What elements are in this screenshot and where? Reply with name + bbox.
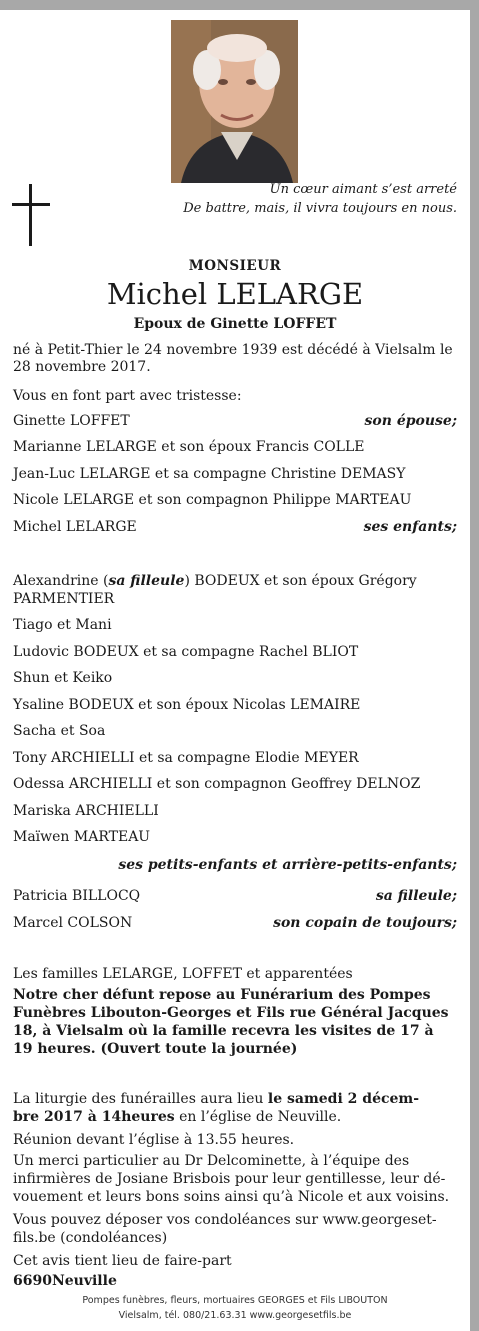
footer-line-2: Vielsalm, tél. 080/21.63.31 www.georgesetfils.be (118, 1310, 352, 1321)
grandchild-line: Maïwen MARTEAU (13, 829, 151, 845)
liturgy-line-2 (13, 1108, 457, 1126)
thanks-line: Un merci particulier au Dr Delcominette, à l’équipe des (13, 1153, 410, 1169)
grandchild-line: Tiago et Mani (13, 617, 112, 633)
repose-line: 19 heures. (Ouvert toute la journée) (13, 1041, 298, 1057)
birth-death-line-2: 28 novembre 2017. (13, 359, 151, 375)
family-line-goddaughter (13, 887, 457, 905)
cross-horizontal (12, 203, 50, 206)
grandchild-line: Tony ARCHIELLI et sa compagne Elodie MEYER (13, 750, 359, 766)
children-role: ses enfants; (363, 519, 457, 535)
condolences-line: fils.be (condoléances) (13, 1230, 168, 1246)
notice-line: Cet avis tient lieu de faire-part (13, 1253, 232, 1269)
liturgy-line-1 (13, 1090, 457, 1108)
town-line: 6690Neuville (13, 1273, 117, 1289)
honorific: MONSIEUR (188, 258, 282, 274)
cross-vertical (29, 184, 32, 246)
liturgy-place: en l’église de Neuville. (174, 1109, 342, 1125)
friend-name: Marcel COLSON (13, 915, 133, 931)
spouse-name: Ginette LOFFET (13, 413, 130, 429)
grandchild-line: Shun et Keiko (13, 670, 113, 686)
deceased-name: Michel LELARGE (106, 277, 364, 311)
grandchildren-role: ses petits-enfants et arrière-petits-enfants; (118, 857, 457, 873)
child-line: Jean-Luc LELARGE et sa compagne Christine DEMASY (13, 466, 406, 482)
birth-death-line-1: né à Petit-Thier le 24 novembre 1939 est décédé à Vielsalm le (13, 342, 453, 358)
thanks-line: vouement et leurs bons soins ainsi qu’à Nicole et aux voisins. (13, 1189, 450, 1205)
grandchild-line: Mariska ARCHIELLI (13, 803, 159, 819)
spouse-role: son épouse; (364, 413, 457, 429)
repose-line: Funèbres Libouton-Georges et Fils rue Général Jacques (13, 1005, 449, 1021)
repose-line: 18, à Vielsalm où la famille recevra les visites de 17 à (13, 1023, 434, 1039)
godchild-pre: Alexandrine ( (13, 573, 109, 589)
family-line-friend (13, 914, 457, 932)
footer-line-1: Pompes funèbres, fleurs, mortuaires GEORGES et Fils LIBOUTON (82, 1295, 388, 1306)
child-name: Michel LELARGE (13, 519, 137, 535)
portrait-illustration (171, 20, 298, 183)
friend-role: son copain de toujours; (273, 915, 457, 931)
meeting-line: Réunion devant l’église à 13.55 heures. (13, 1132, 295, 1148)
quote-line-2: De battre, mais, il vivra toujours en nous. (183, 201, 457, 216)
child-line: Nicole LELARGE et son compagnon Philippe MARTEAU (13, 492, 412, 508)
intro-line: Vous en font part avec tristesse: (13, 388, 242, 404)
liturgy-date: le samedi 2 décem- (267, 1091, 420, 1107)
godchild-line (13, 572, 457, 590)
obituary-card (0, 10, 470, 1331)
quote-line-1: Un cœur aimant s’est arreté (269, 182, 457, 197)
spouse-line: Epoux de Ginette LOFFET (133, 316, 337, 332)
grandchild-line: Ludovic BODEUX et sa compagne Rachel BLIOT (13, 644, 359, 660)
liturgy-time: bre 2017 à 14heures (13, 1109, 175, 1125)
grandchild-line: Ysaline BODEUX et son époux Nicolas LEMAIRE (13, 697, 361, 713)
godchild-line-cont: PARMENTIER (13, 591, 115, 607)
condolences-line: Vous pouvez déposer vos condoléances sur www.georgeset- (13, 1212, 437, 1228)
godchild-role: sa filleule (108, 573, 185, 589)
godchild-post: ) BODEUX et son époux Grégory (184, 573, 417, 589)
families-line: Les familles LELARGE, LOFFET et apparentées (13, 966, 353, 982)
family-line-spouse (13, 412, 457, 430)
family-line-last-child (13, 518, 457, 536)
goddaughter-role: sa filleule; (375, 888, 457, 904)
grandchild-line: Sacha et Soa (13, 723, 106, 739)
grandchild-line: Odessa ARCHIELLI et son compagnon Geoffrey DELNOZ (13, 776, 421, 792)
liturgy-pre: La liturgie des funérailles aura lieu (13, 1091, 268, 1107)
portrait-photo (171, 20, 298, 183)
thanks-line: infirmières de Josiane Brisbois pour leur gentillesse, leur dé- (13, 1171, 446, 1187)
repose-line: Notre cher défunt repose au Funérarium des Pompes (13, 987, 431, 1003)
child-line: Marianne LELARGE et son époux Francis COLLE (13, 439, 365, 455)
goddaughter-name: Patricia BILLOCQ (13, 888, 141, 904)
